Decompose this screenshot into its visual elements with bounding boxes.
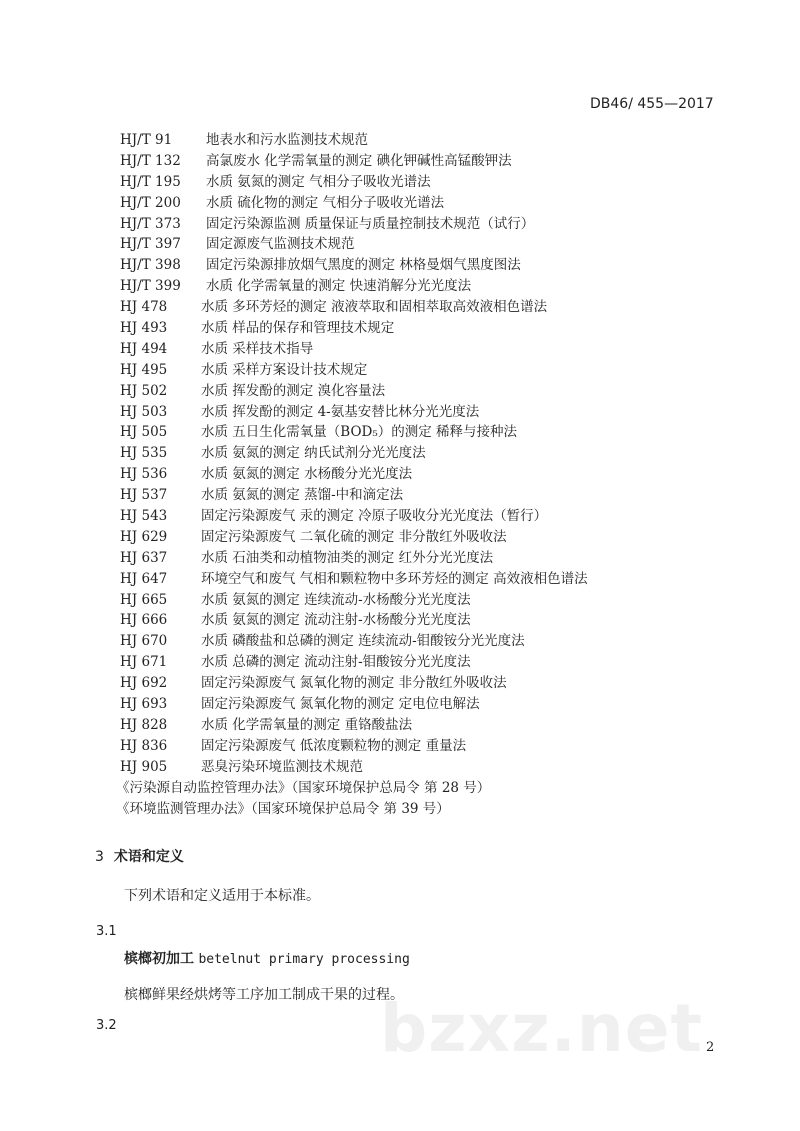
reference-code: HJ/T 399 bbox=[120, 278, 181, 295]
reference-code: HJ 905 bbox=[120, 758, 168, 775]
reference-item bbox=[120, 234, 720, 255]
reference-title: 固定污染源废气 汞的测定 冷原子吸收分光光度法（暂行） bbox=[201, 508, 548, 525]
reference-title: 水质 挥发酚的测定 4-氨基安替比林分光光度法 bbox=[201, 403, 480, 420]
reference-code: HJ/T 373 bbox=[120, 215, 181, 232]
reference-title: 水质 总磷的测定 流动注射-钼酸铵分光光度法 bbox=[201, 654, 471, 671]
reference-title: 水质 五日生化需氧量（BOD₅）的测定 稀释与接种法 bbox=[201, 424, 518, 441]
page-number: 2 bbox=[706, 1040, 715, 1055]
reference-title: 固定源废气监测技术规范 bbox=[206, 236, 355, 253]
reference-item bbox=[120, 360, 720, 381]
reference-item bbox=[120, 276, 720, 297]
document-number: DB46/ 455—2017 bbox=[590, 96, 714, 112]
reference-item bbox=[120, 381, 720, 402]
reference-title: 水质 氨氮的测定 气相分子吸收光谱法 bbox=[206, 173, 431, 190]
reference-code: HJ 494 bbox=[120, 340, 168, 357]
reference-item bbox=[120, 255, 720, 276]
reference-title: 水质 氨氮的测定 蒸馏-中和滴定法 bbox=[201, 487, 404, 504]
reference-item bbox=[120, 736, 720, 757]
reference-code: HJ 666 bbox=[120, 612, 168, 629]
reference-code: HJ/T 397 bbox=[120, 236, 181, 253]
reference-title: 水质 石油类和动植物油类的测定 红外分光光度法 bbox=[201, 549, 494, 566]
reference-code: HJ 537 bbox=[120, 487, 168, 504]
reference-title: 水质 硫化物的测定 气相分子吸收光谱法 bbox=[206, 194, 445, 211]
reference-item bbox=[120, 130, 720, 151]
reference-code: HJ 505 bbox=[120, 424, 168, 441]
reference-item bbox=[120, 151, 720, 172]
reference-title: 水质 氨氮的测定 流动注射-水杨酸分光光度法 bbox=[201, 612, 471, 629]
reference-title: 水质 挥发酚的测定 溴化容量法 bbox=[201, 382, 386, 399]
reference-item bbox=[120, 214, 720, 235]
reference-title: 环境空气和废气 气相和颗粒物中多环芳烃的测定 高效液相色谱法 bbox=[201, 570, 588, 587]
reference-title: 水质 样品的保存和管理技术规定 bbox=[201, 320, 395, 337]
reference-item bbox=[120, 610, 720, 631]
reference-item bbox=[120, 297, 720, 318]
reference-item bbox=[120, 757, 720, 778]
section-title: 术语和定义 bbox=[113, 849, 184, 865]
reference-code: HJ 629 bbox=[120, 528, 168, 545]
reference-title: 水质 采样技术指导 bbox=[201, 340, 314, 357]
reference-title: 固定污染源废气 二氧化硫的测定 非分散红外吸收法 bbox=[201, 528, 507, 545]
reference-title: 恶臭污染环境监测技术规范 bbox=[201, 758, 363, 775]
reference-item bbox=[120, 402, 720, 423]
reference-item bbox=[120, 339, 720, 360]
reference-item bbox=[120, 527, 720, 548]
reference-item bbox=[120, 548, 720, 569]
reference-item bbox=[120, 318, 720, 339]
reference-title: 水质 化学需氧量的测定 重铬酸盐法 bbox=[201, 716, 413, 733]
reference-item bbox=[120, 652, 720, 673]
reference-code: HJ/T 132 bbox=[120, 152, 181, 169]
reference-title: 固定污染源监测 质量保证与质量控制技术规范（试行） bbox=[206, 215, 535, 232]
reference-item bbox=[120, 673, 720, 694]
reference-code: HJ/T 91 bbox=[120, 132, 173, 148]
reference-code: HJ 478 bbox=[120, 299, 168, 316]
reference-title: 固定污染源排放烟气黑度的测定 林格曼烟气黑度图法 bbox=[206, 257, 521, 274]
regulation-item: 《污染源自动监控管理办法》（国家环境保护总局令 第 28 号） bbox=[116, 779, 491, 796]
reference-item bbox=[120, 715, 720, 736]
reference-title: 固定污染源废气 氮氧化物的测定 非分散红外吸收法 bbox=[201, 675, 507, 692]
reference-code: HJ 671 bbox=[120, 654, 168, 671]
reference-item bbox=[120, 172, 720, 193]
reference-code: HJ 493 bbox=[120, 320, 168, 337]
reference-code: HJ 535 bbox=[120, 445, 168, 462]
reference-title: 高氯废水 化学需氧量的测定 碘化钾碱性高锰酸钾法 bbox=[206, 152, 512, 169]
reference-item bbox=[120, 569, 720, 590]
reference-code: HJ 693 bbox=[120, 696, 168, 713]
reference-code: HJ/T 195 bbox=[120, 173, 181, 190]
reference-item bbox=[120, 443, 720, 464]
reference-title: 水质 采样方案设计技术规定 bbox=[201, 361, 368, 378]
reference-code: HJ/T 200 bbox=[120, 194, 181, 211]
reference-item bbox=[120, 485, 720, 506]
reference-item bbox=[120, 631, 720, 652]
reference-code: HJ 495 bbox=[120, 361, 168, 378]
reference-title: 固定污染源废气 氮氧化物的测定 定电位电解法 bbox=[201, 696, 480, 713]
term-chinese: 槟榔初加工 bbox=[124, 951, 194, 967]
reference-item bbox=[120, 422, 720, 443]
regulation-item: 《环境监测管理办法》（国家环境保护总局令 第 39 号） bbox=[116, 800, 450, 817]
section-number: 3 bbox=[95, 849, 104, 865]
reference-title: 固定污染源废气 低浓度颗粒物的测定 重量法 bbox=[201, 737, 467, 754]
reference-code: HJ 503 bbox=[120, 403, 168, 420]
section-3-heading bbox=[95, 846, 184, 866]
reference-code: HJ 665 bbox=[120, 591, 168, 608]
reference-title: 水质 磷酸盐和总磷的测定 连续流动-钼酸铵分光光度法 bbox=[201, 633, 525, 650]
reference-code: HJ 543 bbox=[120, 508, 168, 525]
clause-number-3-2: 3.2 bbox=[96, 1018, 117, 1033]
normative-references-list bbox=[116, 130, 720, 819]
reference-code: HJ 637 bbox=[120, 549, 168, 566]
reference-code: HJ 692 bbox=[120, 675, 168, 692]
reference-code: HJ 670 bbox=[120, 633, 168, 650]
watermark: bzxz.net bbox=[380, 990, 704, 1067]
reference-code: HJ 828 bbox=[120, 716, 168, 733]
clause-number-3-1: 3.1 bbox=[96, 924, 117, 939]
reference-item bbox=[120, 590, 720, 611]
reference-item bbox=[120, 193, 720, 214]
section-3-intro: 下列术语和定义适用于本标准。 bbox=[124, 888, 320, 904]
reference-title: 水质 化学需氧量的测定 快速消解分光光度法 bbox=[206, 278, 472, 295]
reference-code: HJ 502 bbox=[120, 382, 168, 399]
reference-code: HJ 836 bbox=[120, 737, 168, 754]
reference-item bbox=[120, 506, 720, 527]
reference-code: HJ 647 bbox=[120, 570, 168, 587]
reference-code: HJ/T 398 bbox=[120, 257, 181, 274]
term-entry bbox=[124, 948, 410, 968]
reference-title: 水质 氨氮的测定 连续流动-水杨酸分光光度法 bbox=[201, 591, 471, 608]
reference-item bbox=[120, 694, 720, 715]
reference-title: 水质 氨氮的测定 纳氏试剂分光光度法 bbox=[201, 445, 426, 462]
reference-title: 水质 多环芳烃的测定 液液萃取和固相萃取高效液相色谱法 bbox=[201, 299, 548, 316]
reference-item bbox=[120, 464, 720, 485]
reference-title: 地表水和污水监测技术规范 bbox=[206, 132, 368, 148]
reference-title: 水质 氨氮的测定 水杨酸分光光度法 bbox=[201, 466, 413, 483]
term-english: betelnut primary processing bbox=[198, 952, 410, 967]
term-definition: 槟榔鲜果经烘烤等工序加工制成干果的过程。 bbox=[124, 987, 404, 1003]
reference-code: HJ 536 bbox=[120, 466, 168, 483]
